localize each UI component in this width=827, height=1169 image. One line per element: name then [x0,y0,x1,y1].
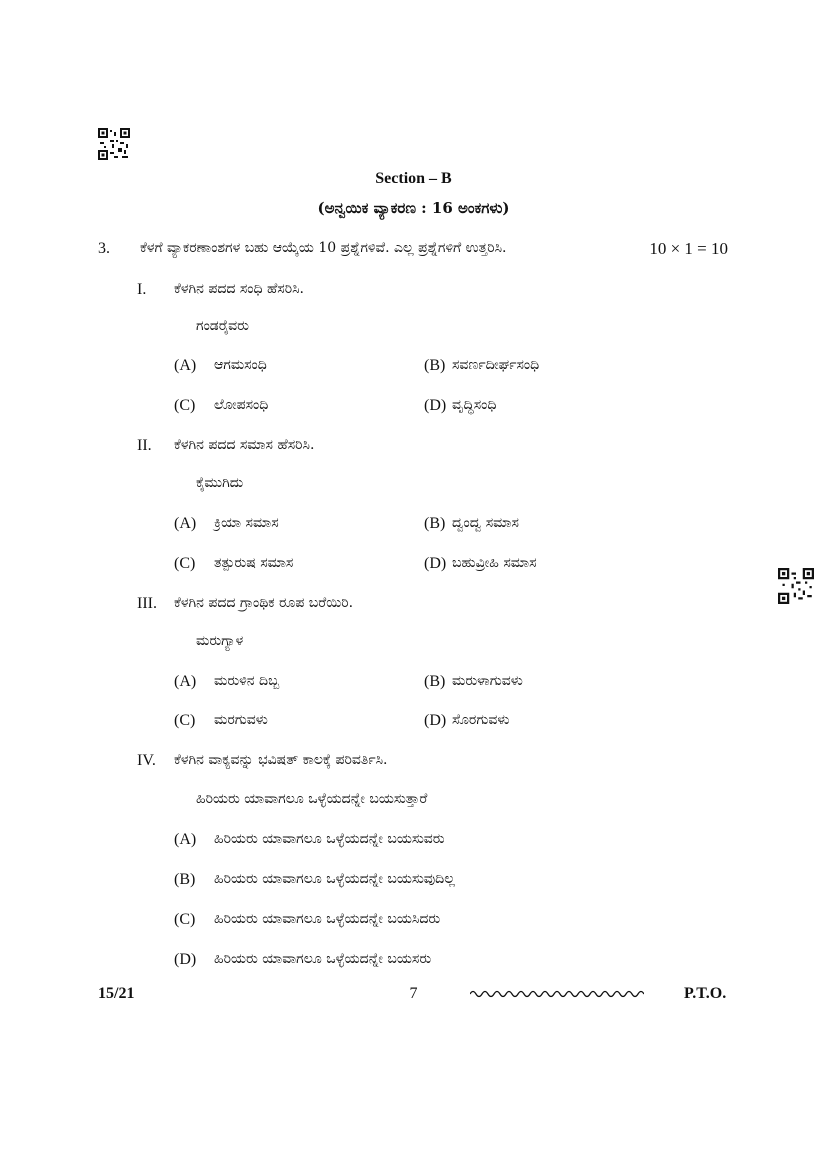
option-key: (C) [174,911,196,928]
option-key: (C) [174,555,196,572]
option-text: ಹಿರಿಯರು ಯಾವಾಗಲೂ ಒಳ್ಳೆಯದನ್ನೇ ಬಯಸರು [214,951,432,967]
subquestion-number: I. [137,281,147,298]
option-text: ಮರುಳಾಗುವಳು [452,673,523,689]
option-key: (C) [174,397,196,414]
section-subtitle: (ಅನ್ವಯಿಕ ವ್ಯಾಕರಣ : 16 ಅಂಕಗಳು) [317,199,510,217]
option-key: (A) [174,357,197,374]
option-key: (A) [174,831,197,848]
option-key: (A) [174,673,197,690]
question-instruction: ಕೆಳಗೆ ವ್ಯಾಕರಣಾಂಶಗಳ ಬಹು ಆಯ್ಕೆಯ 10 ಪ್ರಶ್ನೆಗಳಿವೆ. ಎಲ್ಲ ಪ್ರಶ್ನೆಗಳಿಗೆ ಉತ್ತರಿಸಿ. [140,240,507,256]
option-key: (B) [424,673,446,690]
subquestion-number: III. [137,595,157,612]
question-marks: 10 × 1 = 10 [649,239,728,258]
wavy-line-icon [470,988,644,1000]
option-key: (D) [424,555,447,572]
option-text: ಸವರ್ಣದೀರ್ಘಸಂಧಿ [452,357,540,373]
option-key: (D) [424,397,447,414]
option-text: ದ್ವಂದ್ವ ಸಮಾಸ [452,515,519,531]
option-key: (C) [174,712,196,729]
subquestion-text: ಕೆಳಗಿನ ಪದದ ಗ್ರಾಂಥಿಕ ರೂಪ ಬರೆಯಿರಿ. [174,595,354,611]
qr-code-icon [777,568,815,604]
option-text: ಕ್ರಿಯಾ ಸಮಾಸ [214,515,279,531]
option-key: (A) [174,515,197,532]
subquestion-text: ಕೆಳಗಿನ ವಾಕ್ಯವನ್ನು ಭವಿಷತ್ ಕಾಲಕ್ಕೆ ಪರಿವರ್ತಿಸಿ. [174,752,388,768]
page-number: 7 [409,985,418,1002]
subquestion-word: ಗಂಡರೈವರು [196,318,249,334]
option-text: ಆಗಮಸಂಧಿ [214,357,267,373]
option-text: ಹಿರಿಯರು ಯಾವಾಗಲೂ ಒಳ್ಳೆಯದನ್ನೇ ಬಯಸುವುದಿಲ್ಲ [214,871,455,887]
subquestion-text: ಕೆಳಗಿನ ಪದದ ಸಮಾಸ ಹೆಸರಿಸಿ. [174,437,315,453]
option-text: ತತ್ಪುರುಷ ಸಮಾಸ [214,555,294,571]
option-text: ಬಹುವ್ರೀಹಿ ಸಮಾಸ [452,555,537,571]
question-number: 3. [98,240,110,257]
paper-code: 15/21 [98,985,135,1002]
option-text: ಹಿರಿಯರು ಯಾವಾಗಲೂ ಒಳ್ಳೆಯದನ್ನೇ ಬಯಸಿದರು [214,911,441,927]
option-text: ವೃದ್ಧಿಸಂಧಿ [452,397,497,413]
please-turn-over: P.T.O. [684,985,727,1002]
option-text: ಹಿರಿಯರು ಯಾವಾಗಲೂ ಒಳ್ಳೆಯದನ್ನೇ ಬಯಸುವರು [214,831,445,847]
option-key: (B) [424,515,446,532]
option-text: ಮರುಳಿನ ದಿಬ್ಬ [214,673,280,689]
subquestion-sentence: ಹಿರಿಯರು ಯಾವಾಗಲೂ ಒಳ್ಳೆಯದನ್ನೇ ಬಯಸುತ್ತಾರೆ [196,791,428,807]
subquestion-word: ಮರುಗ್ಯಾಳ [196,633,244,649]
option-text: ಸೊರಗುವಳು [452,712,510,728]
option-text: ಲೋಪಸಂಧಿ [214,397,269,413]
subquestion-word: ಕೈಮುಗಿದು [196,475,244,491]
subquestion-text: ಕೆಳಗಿನ ಪದದ ಸಂಧಿ ಹೆಸರಿಸಿ. [174,281,304,297]
option-text: ಮರಗುವಳು [214,712,268,728]
subquestion-number: II. [137,437,152,454]
qr-code-icon [98,128,130,160]
option-key: (B) [424,357,446,374]
option-key: (B) [174,871,196,888]
option-key: (D) [174,951,197,968]
subquestion-number: IV. [137,752,156,769]
option-key: (D) [424,712,447,729]
section-title: Section – B [375,170,452,187]
